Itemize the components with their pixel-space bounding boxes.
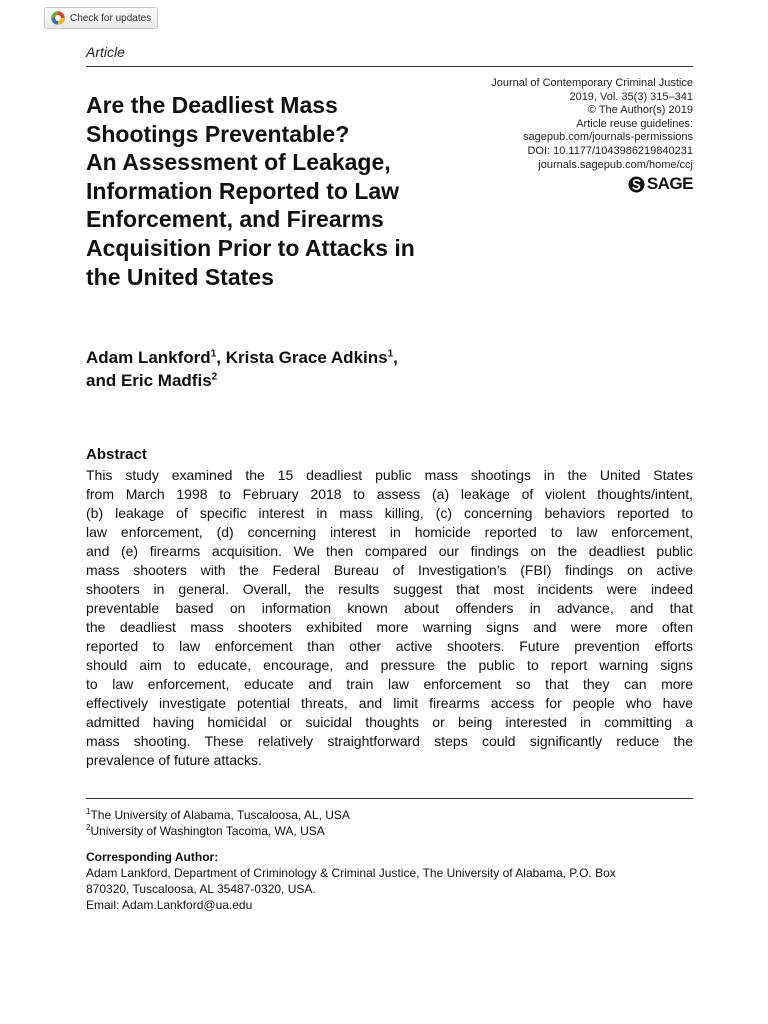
abstract-line: mass shooting. These relatively straightforward steps could significantly reduce the [86,733,693,749]
check-updates-icon [51,11,65,25]
affiliation-marker: 1 [387,348,394,360]
abstract-line: should aim to educate, encourage, and pressure the public to report warning signs [86,657,693,673]
sage-s-icon [628,176,645,193]
affiliation-text: University of Washington Tacoma, WA, USA [90,824,325,838]
title-line: An Assessment of Leakage, [86,149,391,176]
title-line: Acquisition Prior to Attacks in [86,234,415,261]
affiliation-text: The University of Alabama, Tuscaloosa, AL, USA [90,808,350,822]
author-name: Adam Lankford [86,348,211,367]
title-line: the United States [86,263,274,290]
copyright: © The Author(s) 2019 [587,104,693,117]
article-type-label: Article [86,44,125,60]
abstract-text [86,466,693,770]
affiliation-item [86,823,350,839]
check-for-updates-button[interactable] [44,7,158,29]
abstract-line: law enforcement, (d) concerning interest in homicide reported to law enforcement, [86,524,693,540]
check-for-updates-label: Check for updates [70,12,152,24]
author-separator: , [393,348,398,367]
abstract-heading: Abstract [86,446,147,463]
title-line: Information Reported to Law [86,177,400,204]
title-line: Enforcement, and Firearms [86,206,384,233]
abstract-line: preventable based on information known about offenders in advance, and that [86,600,693,616]
header-divider [86,66,693,67]
author-list [86,346,546,392]
footnote-divider [86,798,693,799]
journal-homepage-link[interactable]: journals.sagepub.com/home/ccj [538,158,693,171]
title-line: Are the Deadliest Mass [86,92,338,118]
abstract-line: and (e) firearms acquisition. We then compared our findings on the deadliest public [86,543,693,559]
doi-link[interactable]: DOI: 10.1177/1043986219840231 [527,144,693,157]
affiliations [86,807,350,839]
author-name: Eric Madfis [120,371,212,390]
affiliation-number: 1 [86,807,91,816]
abstract-line: shooters in general. Overall, the results suggest that most incidents were indeed [86,581,693,597]
abstract-line: This study examined the 15 deadliest public mass shootings in the United States [86,467,693,483]
article-title [86,91,506,291]
corresponding-author [86,849,693,913]
abstract-line: effectively investigate potential threats, and limit firearms access for people who have [86,695,693,711]
author-conjunction: and [86,371,121,390]
affiliation-item [86,807,350,823]
corresponding-author-email[interactable]: Email: Adam.Lankford@ua.edu [86,898,253,912]
affiliation-marker: 2 [211,371,218,383]
corresponding-author-line: 870320, Tuscaloosa, AL 35487-0320, USA. [86,882,316,896]
journal-name: Journal of Contemporary Criminal Justice [491,77,693,89]
author-separator: , [216,348,226,367]
abstract-line: admitted having homicidal or suicidal thoughts or being interested in committing a [86,714,693,730]
abstract-line: mass shooters with the Federal Bureau of Investigation’s (FBI) findings on active [86,562,693,578]
abstract-line: (b) leakage of specific interest in mass killing, (c) concerning behaviors reported to [86,505,693,521]
corresponding-author-line: Adam Lankford, Department of Criminology & Criminal Justice, The University of Alabama, P.O. Box [86,866,616,880]
sage-wordmark: SAGE [646,174,693,193]
abstract-line: reported to law enforcement than other active shooters. Future prevention efforts [86,638,693,654]
title-line: Shootings Preventable? [86,120,350,147]
abstract-line: from March 1998 to February 2018 to assess (a) leakage of violent thoughts/intent, [86,486,693,502]
affiliation-number: 2 [86,823,91,832]
sage-logo [628,174,693,194]
affiliation-marker: 1 [210,348,217,360]
journal-volume: 2019, Vol. 35(3) 315–341 [569,90,693,103]
permissions-link[interactable]: sagepub.com/journals-permissions [523,131,693,144]
abstract-line: prevalence of future attacks. [86,752,262,768]
abstract-line: to law enforcement, educate and train law enforcement so that they can more [86,676,693,692]
reuse-guidelines-label: Article reuse guidelines: [576,117,693,130]
abstract-line: the deadliest mass shooters exhibited more warning signs and were more often [86,619,693,635]
author-name: Krista Grace Adkins [225,348,388,367]
corresponding-author-label: Corresponding Author: [86,850,219,864]
